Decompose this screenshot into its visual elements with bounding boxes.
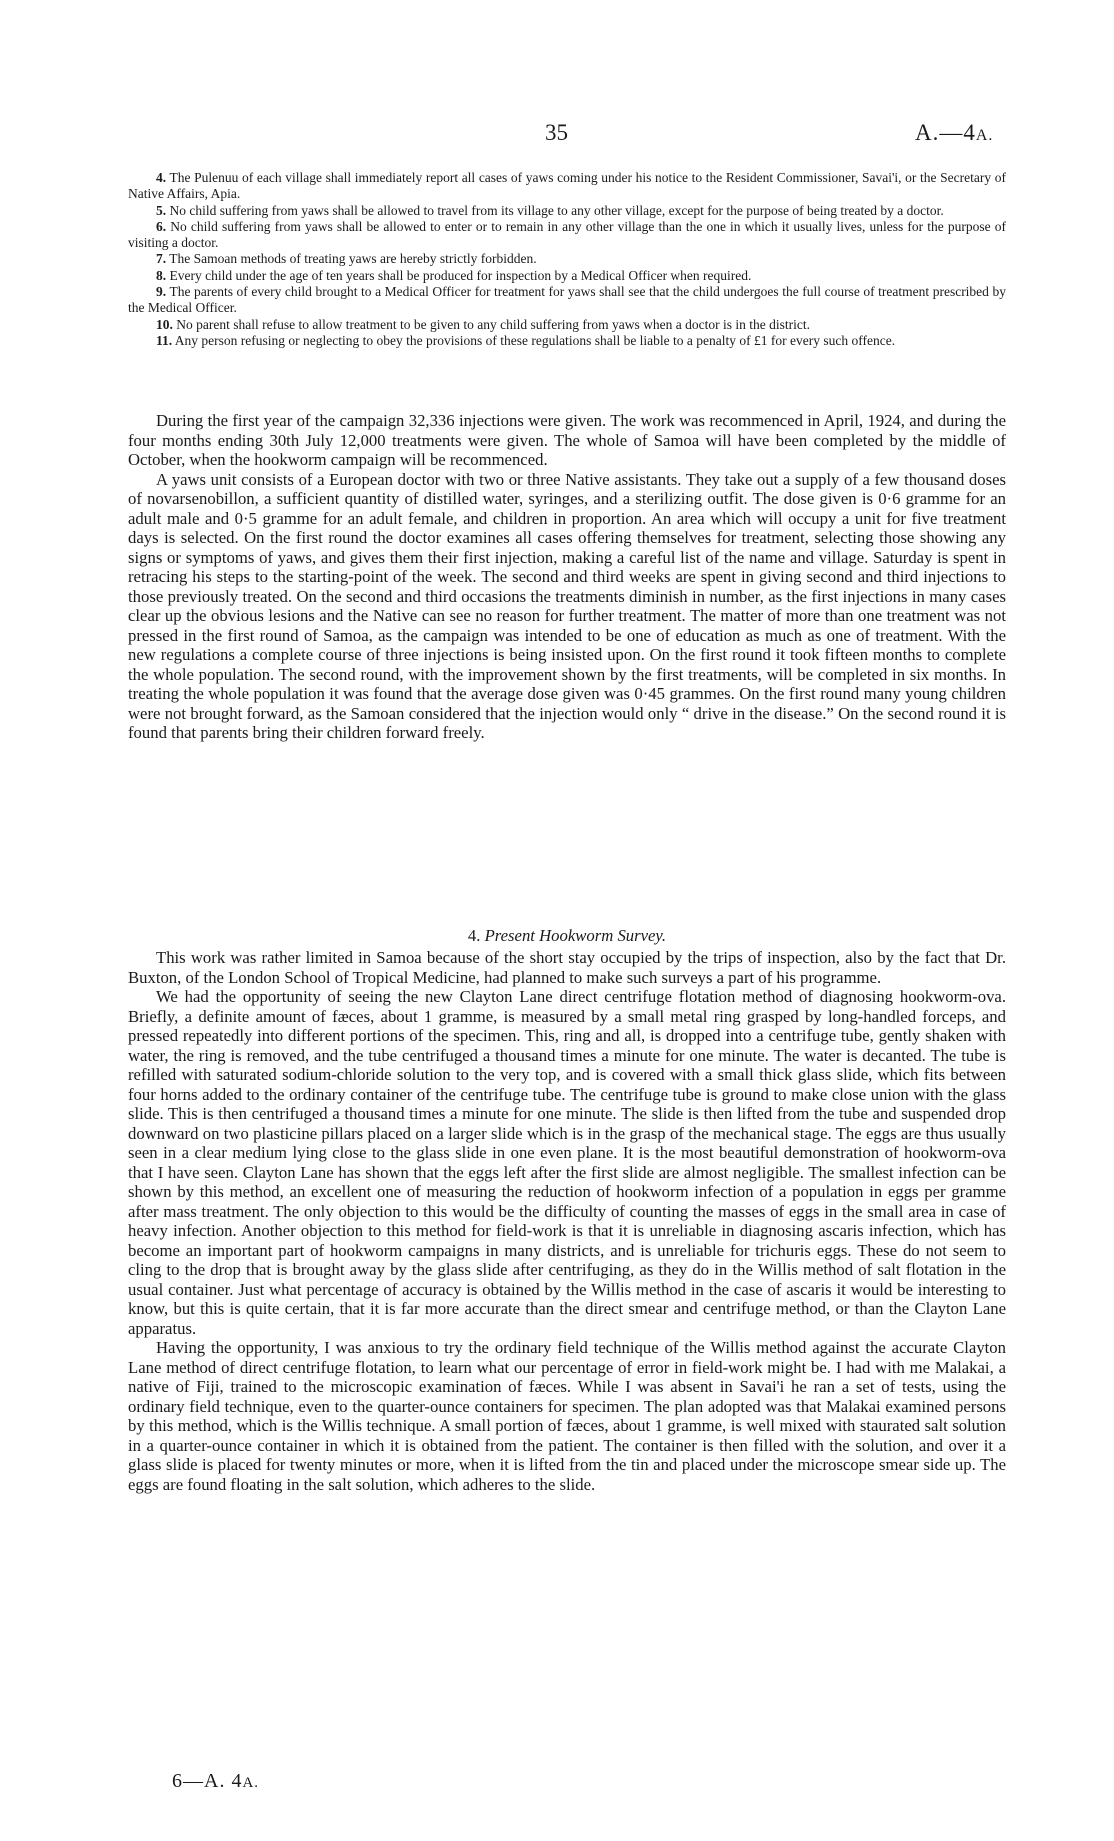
- regulation-text: No child suffering from yaws shall be allowed to travel from its village to any other village, except for the purpose of being treated by a doctor.: [169, 202, 944, 218]
- regulation-item: [128, 170, 1006, 203]
- page-footer-signature: [172, 1770, 259, 1793]
- body-paragraph: During the first year of the campaign 32,336 injections were given. The work was recommenced in April, 1924, and during the four months ending 30th July 12,000 treatments were given. The whole of Samoa will have been completed by the middle of October, when the hookworm campaign will be recommenced.: [128, 411, 1006, 469]
- regulation-item: [128, 317, 1006, 333]
- page-header: [0, 120, 1114, 150]
- regulation-number: 5.: [156, 202, 167, 218]
- regulation-number: 9.: [156, 284, 167, 300]
- regulation-number: 8.: [156, 267, 167, 283]
- body-section-yaws: [128, 411, 1006, 743]
- regulation-item: [128, 268, 1006, 284]
- regulation-text: Every child under the age of ten years shall be produced for inspection by a Medical Officer when required.: [169, 267, 752, 283]
- regulation-text: The Samoan methods of treating yaws are hereby strictly forbidden.: [169, 251, 537, 267]
- body-paragraph: This work was rather limited in Samoa because of the short stay occupied by the trips of inspection, also by the fact that Dr. Buxton, of the London School of Tropical Medicine, had planned to make such surveys a part of his programme.: [128, 948, 1006, 987]
- body-paragraph: We had the opportunity of seeing the new Clayton Lane direct centrifuge flotation method of diagnosing hookworm-ova. Briefly, a definite amount of fæces, about 1 gramme, is measured by a small metal ring grasped by long-handled forceps, and pressed repeatedly into different portions of the specimen. This, ring and all, is dropped into a centrifuge tube, gently shaken with water, the ring is removed, and the tube centrifuged a thousand times a minute for one minute. The water is decanted. The tube is refilled with saturated sodium-chloride solution to the very top, and is covered with a small thick glass slide, which fits between four horns added to the ordinary container of the centrifuge tube. The centrifuge tube is ground to make close union with the glass slide. This is then centrifuged a thousand times a minute for one minute. The slide is then lifted from the tube and suspended drop downward on two plasticine pillars placed on a larger slide which is in the grasp of the mechanical stage. The eggs are thus usually seen in a clear medium lying close to the glass slide in one even plane. It is the most beautiful demonstration of hookworm-ova that I have seen. Clayton Lane has shown that the eggs left after the first slide are almost negligible. The smallest infection can be shown by this method, an excellent one of measuring the reduction of hookworm infection of a population in eggs per gramme after mass treatment. The only objection to this would be the difficulty of counting the masses of eggs in the small area in case of heavy infection. Another objection to this method for field-work is that it is unreliable in diagnosing ascaris infection, which has become an important part of hookworm campaigns in many districts, and is unreliable for trichuris eggs. These do not seem to cling to the drop that is brought away by the glass slide after centrifuging, as they do in the Willis method of salt flotation in the usual container. Just what percentage of accuracy is obtained by the Willis method in the case of ascaris it would be interesting to know, but this is quite certain, that it is far more accurate than the direct smear and centrifuge method, or than the Clayton Lane apparatus.: [128, 987, 1006, 1338]
- regulation-number: 6.: [156, 218, 167, 234]
- document-reference: [915, 120, 993, 146]
- page-number: 35: [545, 120, 568, 145]
- regulation-number: 7.: [156, 251, 167, 267]
- document-reference-suffix: A.: [975, 127, 994, 144]
- regulation-item: [128, 203, 1006, 219]
- section-heading: [128, 926, 1006, 946]
- regulations-list: [128, 170, 1006, 349]
- body-paragraph: Having the opportunity, I was anxious to try the ordinary field technique of the Willis method against the accurate Clayton Lane method of direct centrifuge flotation, to learn what our percentage of error in field-work might be. I had with me Malakai, a native of Fiji, trained to the microscopic examination of fæces. While I was absent in Savai'i he ran a set of tests, using the ordinary field technique, even to the quarter-ounce containers for specimen. The plan adopted was that Malakai examined persons by this method, which is the Willis technique. A small portion of fæces, about 1 gramme, is well mixed with staurated salt solution in a quarter-ounce container in which it is obtained from the patient. The container is then filled with the solution, and over it a glass slide is placed for twenty minutes or more, when it is lifted from the tin and placed under the microscope smear side up. The eggs are found floating in the salt solution, which adheres to the slide.: [128, 1338, 1006, 1494]
- regulation-text: The Pulenuu of each village shall immediately report all cases of yaws coming under his notice to the Resident Commissioner, Savai'i, or the Secretary of Native Affairs, Apia.: [128, 170, 1006, 202]
- regulation-number: 10.: [156, 316, 173, 332]
- regulation-number: 11.: [156, 332, 173, 348]
- regulation-text: Any person refusing or neglecting to obey the provisions of these regulations shall be liable to a penalty of £1 for every such offence.: [174, 332, 896, 348]
- regulation-text: The parents of every child brought to a Medical Officer for treatment for yaws shall see that the child undergoes the full course of treatment prescribed by the Medical Officer.: [128, 284, 1006, 316]
- body-section-hookworm: [128, 948, 1006, 1494]
- regulation-item: [128, 219, 1006, 252]
- body-paragraph: A yaws unit consists of a European doctor with two or three Native assistants. They take out a supply of a few thousand doses of novarsenobillon, a sufficient quantity of distilled water, syringes, and a sterilizing outfit. The dose given is 0·6 gramme for an adult male and 0·5 gramme for an adult female, and children in proportion. An area which will occupy a unit for five treatment days is selected. On the first round the doctor examines all cases offering themselves for treatment, selecting those showing any signs or symptoms of yaws, and gives them their first injection, making a careful list of the name and village. Saturday is spent in retracing his steps to the starting-point of the week. The second and third weeks are spent in giving second and third injections to those previously treated. On the second and third occasions the treatments diminish in number, as the first injections in many cases clear up the obvious lesions and the Native can see no reason for further treatment. The matter of more than one treatment was not pressed in the first round of Samoa, as the campaign was intended to be one of education as much as one of treatment. With the new regulations a complete course of three injections is being insisted upon. On the first round it took fifteen months to complete the whole population. The second round, with the improvement shown by the first treatments, will be completed in six months. In treating the whole population it was found that the average dose given was 0·45 grammes. On the first round many young children were not brought forward, as the Samoan considered that the injection would only “ drive in the disease.” On the second round it is found that parents bring their children forward freely.: [128, 469, 1006, 742]
- regulation-item: [128, 251, 1006, 267]
- section-number: 4.: [467, 926, 481, 945]
- regulation-number: 4.: [156, 170, 167, 185]
- regulation-text: No parent shall refuse to allow treatment to be given to any child suffering from yaws when a doctor is in the district.: [176, 316, 810, 332]
- signature-suffix: A.: [242, 1775, 260, 1791]
- signature-main: 6—A. 4: [172, 1770, 243, 1792]
- regulation-item: [128, 333, 1006, 349]
- section-title-text: Present Hookworm Survey.: [484, 926, 667, 945]
- document-reference-main: A.—4: [915, 120, 976, 145]
- regulation-text: No child suffering from yaws shall be allowed to enter or to remain in any other village than the one in which it usually lives, unless for the purpose of visiting a doctor.: [128, 218, 1006, 251]
- regulation-item: [128, 284, 1006, 317]
